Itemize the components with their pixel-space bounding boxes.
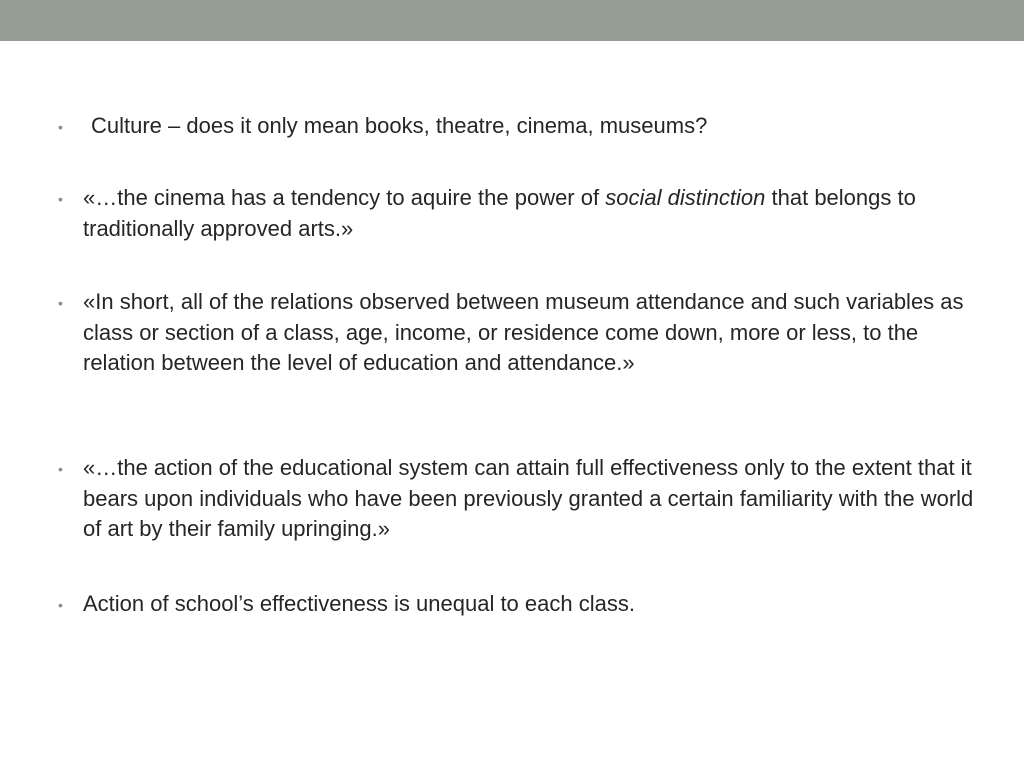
bullet-marker: • bbox=[58, 119, 63, 135]
bullet-text: Culture – does it only mean books, theatre, cinema, museums? bbox=[91, 113, 708, 138]
header-band bbox=[0, 0, 1024, 41]
bullet-text-italic: social distinction bbox=[605, 185, 766, 210]
bullet-text bbox=[83, 183, 988, 244]
bullet-text-after: that belongs to traditionally approved arts.» bbox=[83, 185, 916, 241]
bullet-marker: • bbox=[58, 295, 63, 311]
bullet-text: «In short, all of the relations observed between museum attendance and such variables as class or section of a class, age, income, or residence come down, more or less, to the relation between the level of education and attendance.» bbox=[83, 289, 964, 375]
bullet-text: Action of school’s effectiveness is unequal to each class. bbox=[83, 591, 635, 616]
bullet-marker: • bbox=[58, 191, 63, 207]
bullet-text-before: «…the cinema has a tendency to aquire the power of bbox=[83, 185, 606, 210]
bullet-text: «…the action of the educational system can attain full effectiveness only to the extent that it bears upon individuals who have been previously granted a certain familiarity with the world of art by their family upringing.» bbox=[83, 455, 974, 541]
bullet-marker: • bbox=[58, 597, 63, 613]
bullet-marker: • bbox=[58, 461, 63, 477]
